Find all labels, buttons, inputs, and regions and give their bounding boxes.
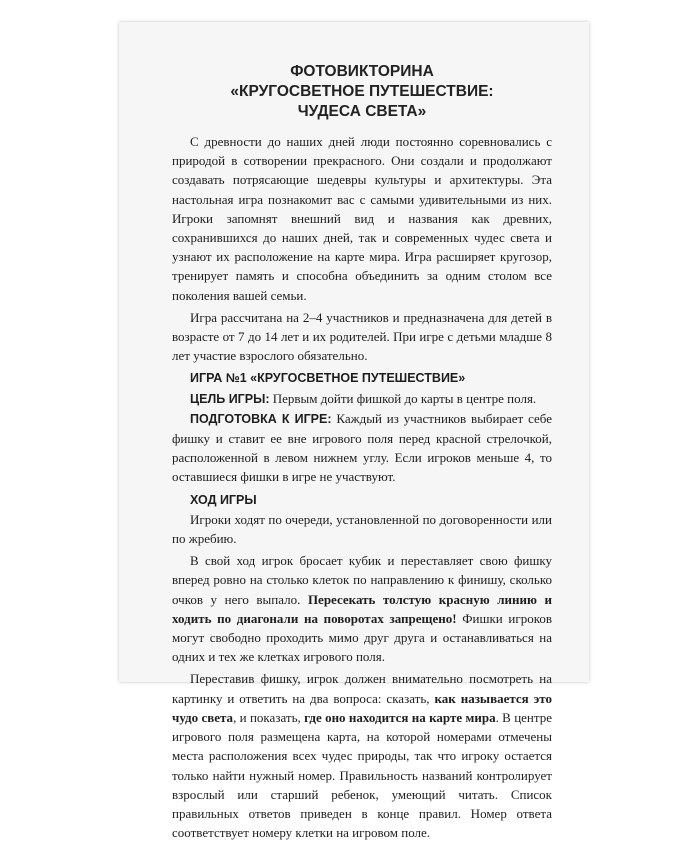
flow-paragraph (172, 669, 552, 842)
goal-paragraph (172, 389, 552, 409)
title-line: ЧУДЕСА СВЕТА» (297, 103, 427, 120)
flow-bold-phrase: как называется это чудо света (172, 690, 552, 725)
document-body (172, 62, 552, 842)
flow-paragraph (172, 551, 552, 666)
goal-label: ЦЕЛЬ ИГРЫ: (190, 391, 270, 406)
flow-bold-phrase: где оно находится на карте мира (304, 709, 496, 725)
intro-paragraph: Игра рассчитана на 2–4 участников и предназначена для детей в возрасте от 7 до 14 лет и их родителей. При игре с детьми младше 8 лет участие взрослого обязательно. (172, 309, 552, 364)
document-title (172, 62, 552, 122)
prep-paragraph (172, 409, 552, 487)
flow-text: В свой ход игрок бросает кубик и переставляет свою фишку вперед ровно на столько клеток по направлению к финишу, сколько очков у него выпало. (172, 553, 552, 607)
goal-text: Первым дойти фишкой до карты в центре поля. (269, 390, 537, 406)
flow-paragraph: Игроки ходят по очереди, установленной по договоренности или по жребию. (172, 511, 552, 547)
flow-text: Переставив фишку, игрок должен внимательно посмотреть на картинку и ответить на два вопроса: сказать, (172, 671, 552, 706)
flow-text: Фишки игроков могут свободно проходить мимо друг друга и останавливаться на одних и тех же клетках игрового поля. (172, 610, 553, 665)
prep-text: Каждый из участников выбирает себе фишку и ставит ее вне игрового поля перед красной стрелочкой, расположенной в левом нижнем углу. Если игроков меньше 4, то оставшиеся фишки в игре не участвуют. (172, 410, 552, 485)
flow-heading: ХОД ИГРЫ (190, 492, 257, 507)
flow-rule-bold: Пересекать толстую красную линию и ходить по диагонали на поворотах запрещено! (172, 591, 552, 626)
prep-label: ПОДГОТОВКА К ИГРЕ: (190, 411, 332, 426)
title-line: «КРУГОСВЕТНОЕ ПУТЕШЕСТВИЕ: (230, 83, 494, 100)
intro-paragraph: С древности до наших дней люди постоянно соревновались с природой в сотворении прекрасного. Они создали и продолжают создавать потрясающие шедевры культуры и архитектуры. Эта настольная игра познакомит вас с самыми удивительными из них. Игроки запомнят внешний вид и названия как древних, сохранившихся до наших дней, так и современных чудес света и узнают их расположение на карте мира. Игра расширяет кругозор, тренирует память и способна объединить за одним столом все поколения вашей семьи. (172, 134, 552, 303)
title-line: ФОТОВИКТОРИНА (290, 63, 434, 80)
game-heading: ИГРА №1 «КРУГОСВЕТНОЕ ПУТЕШЕСТВИЕ» (190, 371, 466, 386)
flow-text: . В центре игрового поля размещена карта, на которой номерами отмечены места расположения всех чудес природы, так что игроку остается только найти нужный номер. Правильность названий контролирует взрослый или старший ребенок, умеющий читать. Список правильных ответов приведен в конце правил. Номер ответа соответствует номеру клетки на игровом поле. (172, 709, 553, 841)
flow-text: , и показать, (233, 709, 305, 725)
